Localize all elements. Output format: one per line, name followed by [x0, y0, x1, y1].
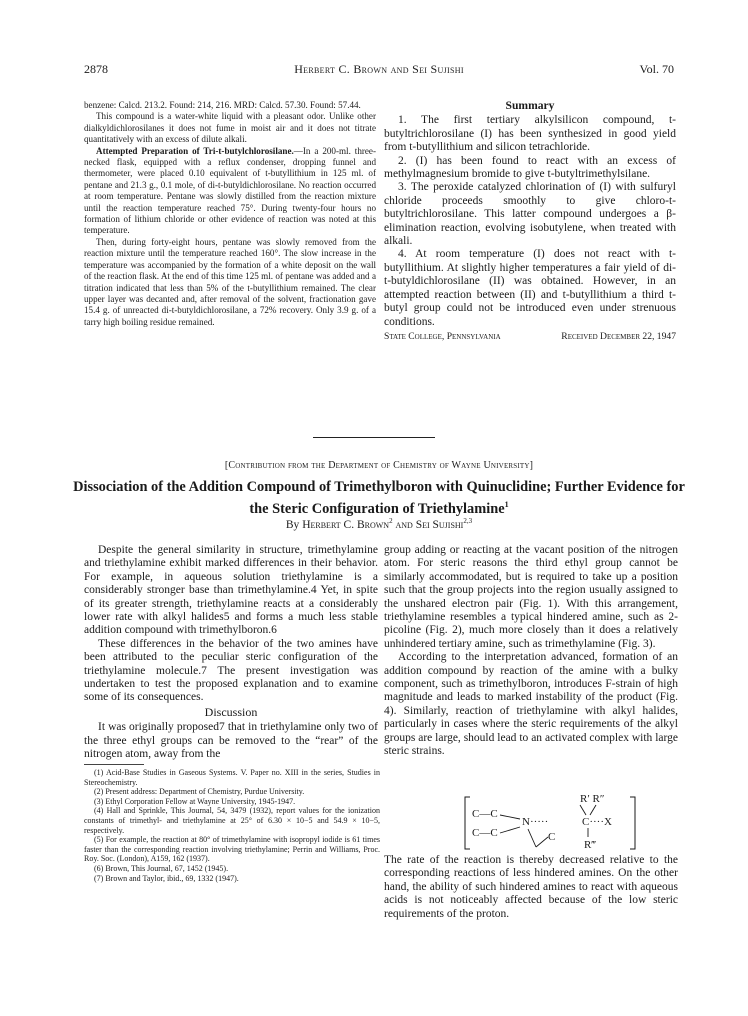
body-right-column	[384, 544, 678, 759]
received-date: Received December 22, 1947	[561, 330, 676, 342]
paragraph: benzene: Calcd. 213.2. Found: 214, 216. MRD: Calcd. 57.30. Found: 57.44.	[84, 100, 361, 110]
byline	[84, 517, 674, 531]
bond-line	[590, 805, 596, 815]
summary-heading: Summary	[505, 99, 555, 112]
summary-section	[384, 98, 676, 343]
article-title	[70, 479, 688, 518]
received-line	[384, 330, 676, 343]
footnote: (3) Ethyl Corporation Fellow at Wayne University, 1945-1947.	[94, 796, 296, 806]
body-left-column	[84, 544, 378, 762]
paragraph: group adding or reacting at the vacant position of the nitrogen atom. For steric reasons the third ethyl group cannot be similarly accommodated, but is required to take up a position such that the group projects into the region usually assigned to the unshared electron pair (Fig. 1). With this arrangement, triethylamine resembles a typical hindered amine, such as 2-picoline (Fig. 2), much more closely than it does a relatively unhindered tertiary amine, such as trimethylamine (Fig. 3).	[384, 544, 678, 650]
summary-item: 4. At room temperature (I) does not react with t-butyllithium. At slightly higher temperatures a fair yield of di-t-butyldichlorosilane (II) was obtained. However, in an attempted reaction between (II) and t-butyllithium a third t-butyl group could not be introduced even under strenuous conditions.	[384, 248, 676, 328]
structure-r-bottom: R‴	[584, 839, 596, 851]
bond-line	[528, 829, 536, 847]
footnote: (5) For example, the reaction at 80° of trimethylamine with isopropyl iodide is 61 times faster than the corresponding reaction involving triethylamine; Perrin and Williams, Proc. Roy. Soc. (London), A159, 162 (1937).	[84, 835, 380, 864]
footnote: (6) Brown, This Journal, 67, 1452 (1945).	[94, 863, 229, 873]
paragraph-text: —In a 200-ml. three-necked flask, equipped with a reflux condenser, dropping funnel and thermometer, were placed 0.10 equivalent of t-butyllithium in 125 ml. of pentane and 21.3 g., 0.1 mole, of di-t-butyldichlorosilane. No reaction occurred at room temperature. Pentane was slowly distilled from the reaction mixture until the reaction temperature reached 75°. During twenty-four hours no formation of lithium chloride or other evidence of reaction was noted at this temperature.	[84, 145, 376, 236]
previous-article-experimental	[84, 100, 376, 328]
volume-label: Vol. 70	[639, 62, 674, 76]
paragraph	[84, 146, 376, 237]
footnote-rule	[84, 764, 144, 765]
author-name: Herbert C. Brown	[302, 518, 390, 531]
running-title: Herbert C. Brown and Sei Sujishi	[294, 62, 464, 76]
structure-c-center: C····X	[582, 816, 612, 828]
bond-line	[536, 837, 548, 847]
footnote: (4) Hall and Sprinkle, This Journal, 54, 3479 (1932), report values for the ionization constants of trimethyl- and triethylamine at 25° of 6.30 × 10−5 and 54.9 × 10−5, respectively.	[84, 806, 380, 835]
footnotes	[84, 768, 380, 883]
footnote-marker: 2	[389, 517, 393, 525]
bond-line	[500, 827, 520, 833]
paragraph: These differences in the behavior of the two amines have been attributed to the peculiar steric configuration of the triethylamine molecule.7 The present investigation was undertaken to test the proposed explanation and to examine some of its consequences.	[84, 637, 378, 704]
structure-c1: C—C	[472, 808, 498, 820]
structure-r-top: R′ R″	[580, 793, 605, 805]
footnote: (2) Present address: Department of Chemistry, Purdue University.	[94, 787, 305, 797]
structure-c3: C	[548, 831, 556, 843]
department-line: [Contribution from the Department of Chemistry of Wayne University]	[224, 460, 534, 471]
location: State College, Pennsylvania	[384, 330, 501, 342]
left-bracket	[465, 797, 470, 849]
discussion-heading: Discussion	[204, 704, 258, 719]
activated-complex-structure	[462, 791, 642, 853]
footnote-marker: 2,3	[463, 517, 473, 525]
paragraph: Then, during forty-eight hours, pentane was slowly removed from the reaction mixture until the temperature reached 160°. The slow increase in the temperature was accompanied by the formation of a white deposit on the wall of the reaction flask. At the end of this time 125 ml. of pentane was added and a titration indicated that less than 5% of the t-butyllithium remained. The clear upper layer was decanted and, after removal of the solvent, fractionation gave 15.4 g. of unreacted di-t-butyldichlorosilane, a 72% recovery. Only 3.9 g. of a tarry high boiling residue remained.	[84, 236, 376, 327]
paragraph: Despite the general similarity in structure, trimethylamine and triethylamine exhibit marked differences in their behavior. For example, in aqueous solution triethylamine is a considerably stronger base than trimethylamine.4 Yet, in spite of its greater strength, triethylamine reacts at a considerably lower rate with alkyl halides5 and forms a much less stable addition compound with trimethylboron.6	[84, 544, 378, 637]
byline-conjunction: and	[395, 518, 413, 531]
structure-n: N·····	[522, 816, 549, 828]
right-bracket	[630, 797, 635, 849]
bond-line	[500, 815, 520, 819]
article-title-text: Dissociation of the Addition Compound of Trimethylboron with Quinuclidine; Further Evidence for the Steric Configuration of Triethylamine	[73, 479, 685, 517]
summary-item: 1. The first tertiary alkylsilicon compound, t-butyltrichlorosilane (I) has been synthesized in good yield from t-butyllithium and silicon tetrachloride.	[384, 114, 676, 154]
section-divider	[313, 437, 435, 438]
footnote: (7) Brown and Taylor, ibid., 69, 1332 (1947).	[94, 873, 239, 883]
summary-item: 2. (I) has been found to react with an excess of methylmagnesium bromide to give t-butyltrimethylsilane.	[384, 154, 676, 181]
footnote: (1) Acid-Base Studies in Gaseous Systems. V. Paper no. XIII in the series, Studies in Stereochemistry.	[84, 768, 380, 787]
structure-c2: C—C	[472, 827, 498, 839]
summary-item: 3. The peroxide catalyzed chlorination of (I) with sulfuryl chloride proceeds smoothly to give chloro-t-butyltrichlorosilane. This latter compound undergoes a β-elimination reaction, evolving isobutylene, when treated with alkali.	[384, 181, 676, 248]
paragraph: The rate of the reaction is thereby decreased relative to the corresponding reactions of less hindered amines. On the other hand, the ability of such hindered amines to react with aqueous acids is not noticeably affected because of the low steric requirements of the proton.	[384, 854, 678, 920]
paragraph: According to the interpretation advanced, formation of an addition compound by reaction of the amine with a bulky component, such as trimethylboron, introduces F-strain of high magnitude and leads to marked instability of the product (Fig. 4). Similarly, reaction of triethylamine with alkyl halides, particularly in cases where the steric requirements of the alkyl groups are large, should lead to an activated complex with large steric strains.	[384, 651, 678, 758]
section-heading-inline: Attempted Preparation of Tri-t-butylchlorosilane.	[96, 145, 294, 156]
body-right-column-continued	[384, 854, 678, 921]
byline-prefix: By	[285, 518, 300, 531]
paragraph: It was originally proposed7 that in triethylamine only two of the three ethyl groups can be removed to the “rear” of the nitrogen atom, away from the	[84, 721, 378, 761]
paragraph: This compound is a water-white liquid with a pleasant odor. Unlike other dialkyldichlorosilanes it does not fume in moist air and it does not titrate quantitatively with an excess of dilute alkali.	[84, 111, 376, 145]
running-head	[84, 62, 674, 78]
author-name: Sei Sujishi	[415, 518, 464, 531]
page-number: 2878	[84, 62, 108, 76]
footnote-marker: 1	[504, 500, 509, 509]
bond-line	[580, 805, 586, 815]
